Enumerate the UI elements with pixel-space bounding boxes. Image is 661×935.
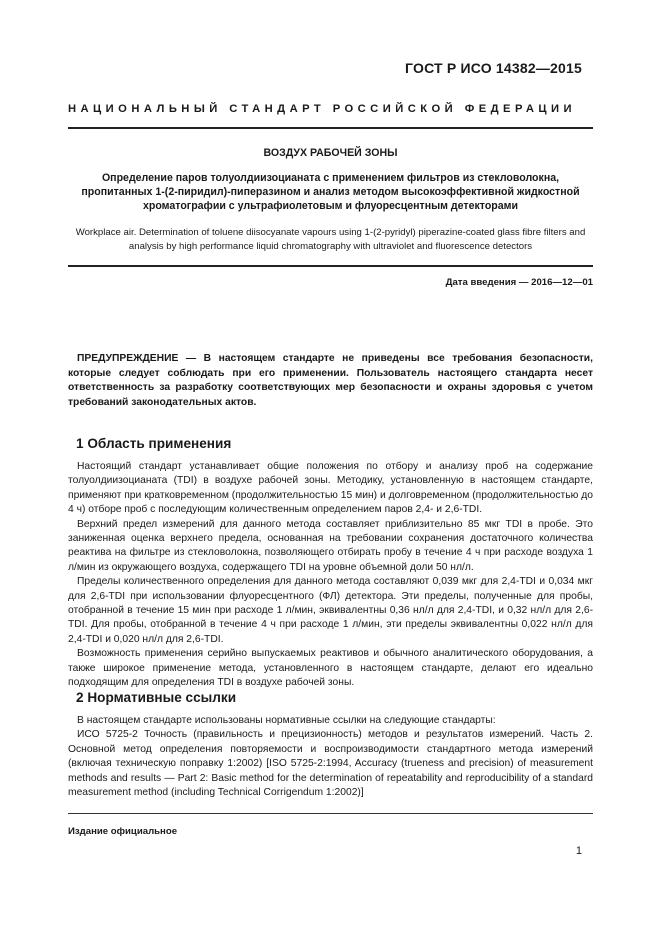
section-1-paragraph: Пределы количественного определения для данного метода составляют 0,039 мкг для 2,4-TDI и 0,034 мкг для 2,6-TDI при использовании флуоресцентного (ФЛ) детектора. Эти пределы, полученные для пробы, отобранной в течение 15 мин при расходе 1 л/мин, эквивалентны 0,36 нл/л для 2,4-TDI, и 0,32 нл/л для 2,6-TDI. Для пробы, отобранной в течение 4 ч при расходе 1 л/мин, эти пределы эквивалентны 0,022 нл/л для 2,4-TDI и 0,020 нл/л для 2,6-TDI. bbox=[68, 576, 593, 645]
page-number: 1 bbox=[575, 845, 582, 857]
introduction-date: Дата введения — 2016—12—01 bbox=[445, 277, 593, 288]
document-subtitle-russian: Определение паров толуолдиизоцианата с применением фильтров из стекловолокна, пропитанных 1-(2-пиридил)-пиперазином и анализ методом высокоэффективной жидкостной хроматографии с ультрафиолетовым и флуоресцентным детекторами bbox=[81, 172, 580, 212]
document-subtitle-english: Workplace air. Determination of toluene diisocyanate vapours using 1-(2-pyridyl) piperazine-coated glass fibre filters and analysis by high performance liquid chromatography with ultraviolet and fluorescence detectors bbox=[75, 227, 586, 252]
section-2-body bbox=[68, 714, 593, 800]
section-2-paragraph: ИСО 5725-2 Точность (правильность и прецизионность) методов и результатов измерений. Часть 2. Основной метод определения повторяемости и воспроизводимости стандартного метода измерений (включая техническую поправку 1:2002) [ISO 5725-2:1994, Accuracy (trueness and precision) of measurement methods and results — Part 2: Basic method for the determination of repeatability and reproducibility of a standard measurement method (including Technical Corrigendum 1:2002)] bbox=[68, 729, 593, 799]
section-1-body bbox=[68, 460, 593, 691]
title-divider bbox=[68, 265, 593, 267]
standard-code: ГОСТ Р ИСО 14382—2015 bbox=[405, 60, 582, 76]
section-1-heading: 1 Область применения bbox=[76, 436, 232, 451]
safety-warning bbox=[68, 352, 593, 410]
section-1-paragraph: Возможность применения серийно выпускаемых реактивов и обычного аналитического оборудования, а также широкое применение метода, установленного в настоящем стандарте, делают его идеально подходящим для определения TDI в воздухе рабочей зоны. bbox=[68, 648, 593, 689]
section-2-paragraph: В настоящем стандарте использованы нормативные ссылки на следующие стандарты: bbox=[77, 715, 496, 726]
national-standard-banner: НАЦИОНАЛЬНЫЙ СТАНДАРТ РОССИЙСКОЙ ФЕДЕРАЦИИ bbox=[68, 103, 577, 115]
official-edition-label: Издание официальное bbox=[68, 826, 178, 837]
header-divider bbox=[68, 127, 593, 129]
document-title: ВОЗДУХ РАБОЧЕЙ ЗОНЫ bbox=[263, 147, 398, 159]
section-1-paragraph: Верхний предел измерений для данного метода составляет приблизительно 85 мкг TDI в пробе. Это заниженная оценка верхнего предела, основанная на требовании сохранения достаточного количества реактива на фильтре из стекловолокна, позволяющего отбирать пробу в течение 4 ч при расходе воздуха 1 л/мин из окружающего воздуха, содержащего TDI на уровне объемной доли 50 нл/л. bbox=[68, 518, 593, 573]
section-2-heading: 2 Нормативные ссылки bbox=[76, 690, 237, 705]
section-1-paragraph: Настоящий стандарт устанавливает общие положения по отбору и анализу проб на содержание толуолдиизоцианата (TDI) в воздухе рабочей зоны. Методику, установленную в настоящем стандарте, применяют при кратковременном (продолжительностью 15 мин) и долговременном (продолжительностью до 4 ч) отборе проб с последующим количественным определением паров 2,4- и 2,6-TDI. bbox=[68, 461, 593, 516]
warning-text: ПРЕДУПРЕЖДЕНИЕ — В настоящем стандарте не приведены все требования безопасности, которые следует соблюдать при его применении. Пользователь настоящего стандарта несет ответственность за разработку соответствующих мер безопасности и охраны здоровья с учетом требований законодательных актов. bbox=[68, 353, 593, 408]
footer-divider bbox=[68, 813, 593, 814]
